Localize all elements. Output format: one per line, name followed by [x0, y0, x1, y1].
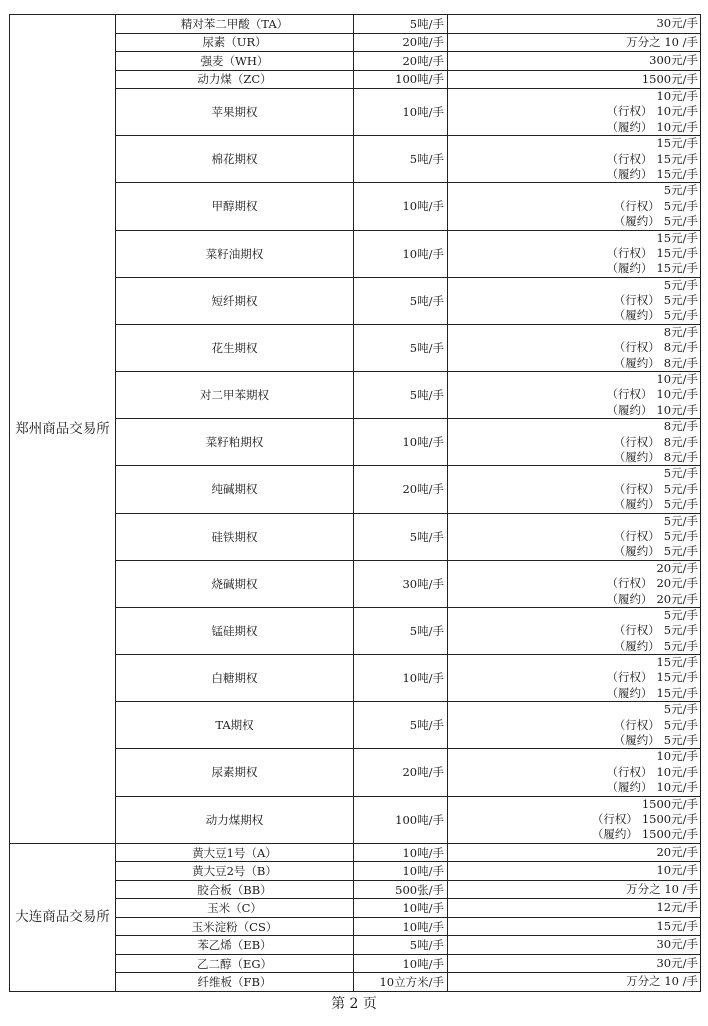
fee-value: 5元/手	[663, 308, 698, 323]
fee-label: （履约）	[613, 214, 660, 229]
fee-label: （履约）	[591, 827, 638, 842]
fee-line	[448, 372, 698, 387]
fee-label: （履约）	[606, 261, 653, 276]
fee-line	[448, 183, 698, 198]
product-name: 短纤期权	[116, 277, 354, 324]
contract-unit: 10吨/手	[354, 843, 448, 862]
fee-value: 5元/手	[663, 638, 698, 653]
fee-table-body	[10, 15, 701, 992]
fee-value: 10元/手	[656, 104, 698, 119]
fee-label: （行权）	[606, 576, 653, 591]
fee-value: 15元/手	[656, 151, 698, 166]
contract-unit: 500张/手	[354, 880, 448, 899]
fee-label: （履约）	[606, 780, 653, 795]
fee-value: 15元/手	[656, 655, 698, 670]
fee-value: 万分之 10 /手	[626, 974, 698, 989]
exchange-name: 郑州商品交易所	[10, 15, 116, 844]
fee-line	[448, 956, 698, 971]
fee-label: （履约）	[606, 166, 653, 181]
fee-line	[448, 576, 698, 591]
fee-value: 10元/手	[656, 780, 698, 795]
fee-value: 8元/手	[663, 419, 698, 434]
fee-value: 10元/手	[656, 402, 698, 417]
fee-line	[448, 325, 698, 340]
fee-line	[448, 72, 698, 87]
contract-unit: 100吨/手	[354, 70, 448, 89]
contract-unit: 10吨/手	[354, 899, 448, 918]
fee-cell	[448, 973, 701, 992]
contract-unit: 20吨/手	[354, 33, 448, 52]
fee-line	[448, 419, 698, 434]
product-name: 菜籽油期权	[116, 230, 354, 277]
contract-unit: 10吨/手	[354, 917, 448, 936]
fee-label: （履约）	[606, 402, 653, 417]
product-name: 烧碱期权	[116, 560, 354, 607]
fee-value: 8元/手	[663, 449, 698, 464]
fee-line	[448, 797, 698, 812]
fee-value: 5元/手	[663, 277, 698, 292]
fee-line	[448, 16, 698, 31]
fee-value: 5元/手	[663, 481, 698, 496]
fee-label: （行权）	[606, 151, 653, 166]
fee-label: （履约）	[613, 544, 660, 559]
contract-unit: 10吨/手	[354, 954, 448, 973]
contract-unit: 20吨/手	[354, 466, 448, 513]
fee-cell	[448, 560, 701, 607]
fee-line	[448, 733, 698, 748]
contract-unit: 10吨/手	[354, 89, 448, 136]
contract-unit: 10吨/手	[354, 183, 448, 230]
fee-cell	[448, 89, 701, 136]
fee-line	[448, 919, 698, 934]
fee-line	[448, 686, 698, 701]
fee-value: 1500元/手	[641, 811, 698, 826]
fee-label: （行权）	[613, 198, 660, 213]
fee-cell	[448, 230, 701, 277]
table-row	[10, 15, 701, 34]
product-name: 玉米淀粉（CS）	[116, 917, 354, 936]
fee-line	[448, 387, 698, 402]
product-name: 苹果期权	[116, 89, 354, 136]
fee-line	[448, 863, 698, 878]
fee-label: （行权）	[613, 528, 660, 543]
fee-value: 15元/手	[656, 670, 698, 685]
fee-line	[448, 765, 698, 780]
fee-value: 5元/手	[663, 214, 698, 229]
fee-line	[448, 812, 698, 827]
fee-line	[448, 214, 698, 229]
fee-line	[448, 104, 698, 119]
contract-unit: 5吨/手	[354, 372, 448, 419]
product-name: 精对苯二甲酸（TA）	[116, 15, 354, 34]
fee-value: 5元/手	[663, 293, 698, 308]
fee-cell	[448, 419, 701, 466]
fee-cell	[448, 277, 701, 324]
contract-unit: 10立方米/手	[354, 973, 448, 992]
fee-line	[448, 167, 698, 182]
fee-value: 10元/手	[656, 863, 698, 878]
fee-line	[448, 514, 698, 529]
fee-line	[448, 623, 698, 638]
fee-cell	[448, 917, 701, 936]
contract-unit: 20吨/手	[354, 52, 448, 71]
fee-label: （履约）	[606, 685, 653, 700]
fee-line	[448, 231, 698, 246]
fee-label: （行权）	[613, 340, 660, 355]
fee-label: （行权）	[613, 623, 660, 638]
product-name: 苯乙烯（EB）	[116, 936, 354, 955]
fee-value: 8元/手	[663, 434, 698, 449]
fee-cell	[448, 183, 701, 230]
fee-value: 1500元/手	[641, 827, 698, 842]
fee-cell	[448, 702, 701, 749]
contract-unit: 30吨/手	[354, 560, 448, 607]
fee-line	[448, 544, 698, 559]
fee-value: 5元/手	[663, 513, 698, 528]
fee-label: （行权）	[606, 245, 653, 260]
fee-line	[448, 53, 698, 68]
product-name: 尿素期权	[116, 749, 354, 796]
product-name: 强麦（WH）	[116, 52, 354, 71]
fee-line	[448, 308, 698, 323]
fee-line	[448, 89, 698, 104]
fee-cell	[448, 862, 701, 881]
fee-cell	[448, 70, 701, 89]
contract-unit: 10吨/手	[354, 230, 448, 277]
product-name: 白糖期权	[116, 655, 354, 702]
fee-value: 5元/手	[663, 497, 698, 512]
fee-line	[448, 482, 698, 497]
contract-unit: 5吨/手	[354, 702, 448, 749]
fee-line	[448, 827, 698, 842]
fee-label: （行权）	[606, 387, 653, 402]
product-name: 纯碱期权	[116, 466, 354, 513]
fee-label: （履约）	[613, 449, 660, 464]
contract-unit: 20吨/手	[354, 749, 448, 796]
product-name: 胶合板（BB）	[116, 880, 354, 899]
fee-label: （履约）	[613, 355, 660, 370]
product-name: 花生期权	[116, 324, 354, 371]
fee-label: （行权）	[591, 811, 638, 826]
fee-cell	[448, 372, 701, 419]
product-name: 动力煤（ZC）	[116, 70, 354, 89]
product-name: 黄大豆2号（B）	[116, 862, 354, 881]
fee-label: （行权）	[613, 481, 660, 496]
product-name: 硅铁期权	[116, 513, 354, 560]
fee-line	[448, 639, 698, 654]
fee-value: 5元/手	[663, 623, 698, 638]
fee-value: 20元/手	[656, 560, 698, 575]
fee-label: （行权）	[613, 293, 660, 308]
fee-value: 15元/手	[656, 685, 698, 700]
fee-value: 5元/手	[663, 717, 698, 732]
fee-value: 20元/手	[656, 844, 698, 859]
fee-line	[448, 882, 698, 897]
fee-line	[448, 937, 698, 952]
product-name: TA期权	[116, 702, 354, 749]
page	[9, 14, 700, 992]
fee-cell	[448, 655, 701, 702]
fee-cell	[448, 880, 701, 899]
contract-unit: 10吨/手	[354, 862, 448, 881]
product-name: 纤维板（FB）	[116, 973, 354, 992]
fee-value: 5元/手	[663, 198, 698, 213]
fee-line	[448, 497, 698, 512]
fee-value: 5元/手	[663, 544, 698, 559]
fee-value: 10元/手	[656, 387, 698, 402]
product-name: 甲醇期权	[116, 183, 354, 230]
fee-label: （行权）	[606, 764, 653, 779]
fee-line	[448, 608, 698, 623]
fee-value: 1500元/手	[641, 796, 698, 811]
fee-value: 8元/手	[663, 340, 698, 355]
fee-table	[9, 14, 701, 992]
fee-line	[448, 592, 698, 607]
fee-value: 万分之 10 /手	[626, 881, 698, 896]
fee-cell	[448, 749, 701, 796]
fee-cell	[448, 324, 701, 371]
fee-value: 30元/手	[656, 16, 698, 31]
fee-line	[448, 152, 698, 167]
fee-label: （履约）	[613, 733, 660, 748]
contract-unit: 10吨/手	[354, 655, 448, 702]
fee-value: 1500元/手	[641, 71, 698, 86]
fee-value: 5元/手	[663, 183, 698, 198]
fee-value: 8元/手	[663, 324, 698, 339]
contract-unit: 5吨/手	[354, 936, 448, 955]
table-row	[10, 843, 701, 862]
fee-cell	[448, 52, 701, 71]
fee-value: 5元/手	[663, 733, 698, 748]
fee-line	[448, 900, 698, 915]
fee-line	[448, 702, 698, 717]
fee-cell	[448, 607, 701, 654]
fee-value: 15元/手	[656, 136, 698, 151]
fee-line	[448, 670, 698, 685]
product-name: 锰硅期权	[116, 607, 354, 654]
contract-unit: 5吨/手	[354, 513, 448, 560]
fee-value: 10元/手	[656, 749, 698, 764]
fee-line	[448, 529, 698, 544]
product-name: 动力煤期权	[116, 796, 354, 843]
fee-value: 300元/手	[649, 53, 698, 68]
fee-value: 15元/手	[656, 230, 698, 245]
fee-value: 15元/手	[656, 261, 698, 276]
fee-label: （行权）	[606, 670, 653, 685]
fee-label: （行权）	[606, 104, 653, 119]
fee-cell	[448, 796, 701, 843]
fee-value: 10元/手	[656, 372, 698, 387]
fee-value: 5元/手	[663, 607, 698, 622]
fee-value: 15元/手	[656, 245, 698, 260]
fee-line	[448, 199, 698, 214]
fee-line	[448, 718, 698, 733]
fee-line	[448, 435, 698, 450]
fee-cell	[448, 899, 701, 918]
product-name: 菜籽粕期权	[116, 419, 354, 466]
fee-line	[448, 403, 698, 418]
fee-value: 15元/手	[656, 166, 698, 181]
fee-line	[448, 450, 698, 465]
contract-unit: 5吨/手	[354, 324, 448, 371]
fee-value: 5元/手	[663, 466, 698, 481]
fee-line	[448, 845, 698, 860]
fee-value: 8元/手	[663, 355, 698, 370]
fee-cell	[448, 843, 701, 862]
fee-line	[448, 261, 698, 276]
fee-label: （履约）	[613, 497, 660, 512]
fee-value: 5元/手	[663, 702, 698, 717]
fee-label: （行权）	[613, 717, 660, 732]
fee-label: （履约）	[606, 119, 653, 134]
page-number: 第 2 页	[331, 996, 377, 1012]
fee-value: 10元/手	[656, 89, 698, 103]
fee-value: 10元/手	[656, 764, 698, 779]
product-name: 玉米（C）	[116, 899, 354, 918]
fee-cell	[448, 466, 701, 513]
fee-value: 5元/手	[663, 528, 698, 543]
fee-line	[448, 749, 698, 764]
fee-line	[448, 278, 698, 293]
fee-line	[448, 561, 698, 576]
contract-unit: 5吨/手	[354, 15, 448, 34]
fee-line	[448, 655, 698, 670]
fee-label: （履约）	[613, 638, 660, 653]
fee-cell	[448, 15, 701, 34]
fee-value: 12元/手	[656, 900, 698, 915]
fee-line	[448, 120, 698, 135]
fee-cell	[448, 954, 701, 973]
fee-value: 20元/手	[656, 576, 698, 591]
product-name: 尿素（UR）	[116, 33, 354, 52]
product-name: 乙二醇（EG）	[116, 954, 354, 973]
fee-line	[448, 35, 698, 50]
fee-line	[448, 293, 698, 308]
fee-line	[448, 136, 698, 151]
fee-line	[448, 356, 698, 371]
fee-line	[448, 974, 698, 989]
contract-unit: 5吨/手	[354, 136, 448, 183]
fee-label: （履约）	[613, 308, 660, 323]
fee-value: 30元/手	[656, 955, 698, 970]
contract-unit: 5吨/手	[354, 277, 448, 324]
fee-line	[448, 246, 698, 261]
fee-cell	[448, 513, 701, 560]
fee-value: 30元/手	[656, 937, 698, 952]
fee-line	[448, 340, 698, 355]
fee-line	[448, 780, 698, 795]
fee-cell	[448, 936, 701, 955]
fee-value: 20元/手	[656, 591, 698, 606]
fee-label: （行权）	[613, 434, 660, 449]
fee-cell	[448, 33, 701, 52]
product-name: 黄大豆1号（A）	[116, 843, 354, 862]
contract-unit: 5吨/手	[354, 607, 448, 654]
fee-value: 10元/手	[656, 119, 698, 134]
fee-value: 15元/手	[656, 918, 698, 933]
exchange-name: 大连商品交易所	[10, 843, 116, 991]
fee-line	[448, 466, 698, 481]
contract-unit: 10吨/手	[354, 419, 448, 466]
contract-unit: 100吨/手	[354, 796, 448, 843]
product-name: 对二甲苯期权	[116, 372, 354, 419]
fee-value: 万分之 10 /手	[626, 34, 698, 49]
fee-cell	[448, 136, 701, 183]
product-name: 棉花期权	[116, 136, 354, 183]
fee-label: （履约）	[606, 591, 653, 606]
